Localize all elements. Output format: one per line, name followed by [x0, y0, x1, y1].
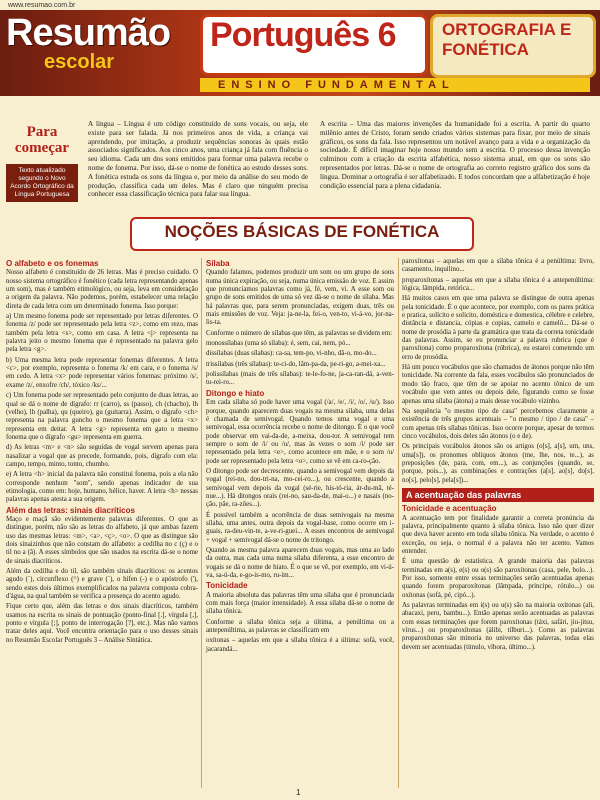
paragraph: Os principais vocábulos átonos são os artigos (o[s], a[s], um, uns, uma[s]), os pronomes oblíquos átonos (me, lhe, nos, te...), as preposições (de, para, com, em...), as conjunções (quando, se, porque, pois...), as combinações e contrações (a[s], ao[s], do[s], no[s], pelo[s], pela[s])... [402, 443, 594, 484]
paragraph: Maço e maçã são evidentemente palavras diferentes. O que as distingue, porém, não são as letras do alfabeto, já que ambas fazem uso das mesmas letras: <m>, <a>, <ç>, <o>. O que as distingue são dois sinaizinhos que não constam do alfabeto: a cedilha no c (ç) e o til no a (ã). A esses símbolos que são usados na escrita dá-se o nome de sinais diacríticos. [6, 515, 198, 565]
paragraph: É possível também a ocorrência de duas semivogais na mesma sílaba, uma antes, outra depois da vogal-base, como ocorre em i-guais, ra-deu-vin-te, a-ve-ri-guei... A esses encontros de semivogal + vogal + semivogal dá-se o nome de tritongo. [206, 511, 394, 544]
paragraph: O ditongo pode ser decrescente, quando a semivogal vem depois da vogal (rei-no, dou-tri-na, mo-cei-ro...), ou crescente, quando a semivogal vem depois da vogal (sé-rie, his-tó-ria, ár-du-mã, té-nue...). Há ditongos orais (rei-no, sau-da-de, mai-o...) e nasais (no-ção, pãe, ra-zões...). [206, 467, 394, 509]
list-item: c) Um fonema pode ser representado pelo conjunto de duas letras, ao qual se dá o nome de dígrafo: rr (carro), ss (passo), ch (chacho), lh (velho), lh (palha), qu (queiro), gu (guitarra). Assim, o dígrafo <ch> representa na palavra guncho o mesmo fonema que a letra <x> representa em deitar. A letra <g> representa em gato o mesmo fonema que o dígrafo <gu> representa em guerra. [6, 392, 198, 441]
paragraph: Em cada sílaba só pode haver uma vogal (/a/, /e/, /i/, /o/, /u/). Isso porque, quando aparecem duas vogais na mesma sílaba, uma delas é chamada de semivogal. Quando temos uma vogal e uma semivogal, essa ocorrência recebe o nome de ditongo. É o que você pode observar em vai-da-de, a-meixa, dou-tor. A semivogal tem sempre o som de /i/ ou /u/, mas às vezes o som /i/ pode ser representado pela letra <e>, como acontece em mãe, e o som /u/ pode ser representado pela letra <o>, como se vê em ca-ro-ção. [206, 399, 394, 465]
paragraph: Fique certo que, além das letras e dos sinais diacríticos, também usamos na escrita os sinais de pontuação (ponto-final [.], vírgula [,], ponto e vírgula [;], ponto de interrogação [?], etc.). Mas não vamos tratar deles aqui. Você encontra orientação para o uso desses sinais no Resumão Escolar Português 3 – Análise Sintática. [6, 603, 198, 644]
site-url: www.resumao.com.br [8, 2, 76, 9]
page-number: 1 [296, 788, 301, 797]
list-item: monossílabas (uma só sílaba): é, sem, cai, nem, pó... [206, 340, 351, 348]
heading-alfabeto: O alfabeto e os fonemas [6, 259, 99, 268]
list-item: d) As letras <m> e <n> são seguidas de vogal servem apenas para nasalizar a vogal que as precede, formando, pois, dígrafo com ela: campo, tempo, minto, tonto, chumbo. [6, 444, 198, 468]
intro-text-escrita: A escrita – Uma das maiores invenções da humanidade foi a escrita. A partir do quarto milênio antes de Cristo, foram sendo criados vários sistemas para fixar, por meio de sinais gráficos, os sons da fala. Isso representou um notável avanço para a vida e a organização da sociedade. É difícil imaginar hoje nosso mundo sem a escrita. O processo dessa invenção culminou com a criação da escrita alfabética, nosso sistema atual, em que os sons são representados por letras. Dá-se o nome de ortografia ao correto registro gráfico dos sons da língua. Dominar a ortografia é ser alfabetizado. E todos concordam que a alfabetização é hoje condição essencial para a plena cidadania. [320, 120, 590, 190]
logo-main: Resumão [6, 12, 171, 54]
list-item: trissílabas (três sílabas): te-ci-do, lâm-pa-da, pe-ri-go, a-mei-xa... [206, 360, 386, 368]
column-divider [398, 258, 399, 788]
paragraph: Há muitos casos em que uma palavra se distingue de outra apenas pela tonicidade. É o que acontece, por exemplo, com os pares prática e pratica, solícito e solicito, doméstica e domestica, célebre e celebre, distância e distancia, cópias e copias, camelo e camelô... Dá-se o nome de prosódia à parte da gramática que trata da correta tonicidade das palavras. Assim, se eu pronunciar a palavra rubrica (que é paroxítona) como proparoxítona (rúbrica), eu estarei cometendo um erro de prosódia. [402, 295, 594, 361]
paragraph: Conforme o número de sílabas que têm, as palavras se dividem em: [206, 329, 392, 337]
paragraph: Conforme a sílaba tônica seja a última, a penúltima ou a antepenúltima, as palavras se classificam em [206, 618, 394, 635]
column-3 [402, 258, 594, 654]
update-note: Texto atualizado segundo o Novo Acordo Ortográfico da Língua Portuguesa [6, 164, 78, 202]
list-item: b) Uma mesma letra pode representar fonemas diferentes. A letra <c>, por exemplo, representa o fonema /k/ em cara, e o fonema /s/ em cedo. A letra <x> pode representar vários fonemas: próximo /s/, exame /z/, enxofre /ch/, tóxico /ks/... [6, 356, 198, 389]
paragraph: A maioria absoluta das palavras têm uma sílaba que é pronunciada com mais força (maior intensidade). A essa sílaba dá-se o nome de sílaba tônica. [206, 591, 394, 616]
paragraph: Quando as mesma palavra aparecem duas vogais, mas uma ao lado da outra, mas cada uma numa sílaba diferenta, a esse encontro de vogais se dá o nome de hiato. É o que se vê, por exemplo, em vi-ú-va, sa-ú-da, e-go-is-mo, ru-im... [206, 547, 394, 580]
heading-silaba: Sílaba [206, 259, 230, 268]
list-item: dissílabas (duas sílabas): ca-sa, tem-po, vi-nho, dã-o, mo-do... [206, 350, 377, 358]
list-item: polissílabas (mais de três sílabas): te-le-fo-ne, ja-ca-ran-dá, a-ven-tu-rei-ro... [206, 371, 394, 387]
paragraph: Além da cedilha e do til, são também sinais diacríticos: os acentos agudo (´), circunflexo (^) e grave (`), o hífen (-) e o apóstrofo ('), sendo estes dois últimos exemplificados na palavra composta cobra-d'água, na qual também se verifica a presença do acento agudo. [6, 568, 198, 601]
paragraph: É uma questão de estatística. A grande maioria das palavras terminadas em a(s), e(s) ou o(s) são paroxítonas (casa, pele, bolo...). Por isso, somente entre essas terminações serão acentuadas apenas quando forem proparoxítonas (lâmpada, principe, rótulo...) ou oxítonas (sofá, pé, cipó...). [402, 558, 594, 599]
column-divider [201, 258, 202, 788]
list-item: oxítonas – aquelas em que a sílaba tônica é a última: sofá, você, jacarandá... [206, 637, 394, 653]
page-title: Português 6 [210, 16, 396, 54]
paragraph: A acentuação tem por finalidade garantir a correta pronúncia da palavra, principalmente quanto à sílaba tônica. Isso não quer dizer que deva haver acento em toda sílaba tônica. Na verdade, o acento é exceção, ou seja, o normal é a palavra não ter acento. Vamos entender. [402, 514, 594, 555]
intro-heading: Para começar [14, 124, 70, 156]
intro-sidebar [6, 124, 78, 202]
column-1 [6, 258, 198, 647]
paragraph: Nosso alfabeto é constituído de 26 letras. Mas é preciso cuidado. O nosso sistema ortográfico é fonético (cada letra representando apenas um som), mas é também etimológico, ou seja, leva em consideração a origem da palavra. Não podemos, porém, estabelecer uma relação direta de cada letra com um determinado fonema. Isso porque: [6, 269, 198, 310]
resumao-logo [6, 14, 176, 78]
paragraph: Há um pouco vocábulos que são chamados de átonos porque não têm tonicidade. Na corrente da fala, esses vocábulos são pronunciados de modo tão fraco, que têm de se apoiar no acento tônico de um vocábulo que vem antes ou depois dele, figurando como se fosse apenas uma sílaba (átona) a mais desse vocábulo vizinho. [402, 364, 594, 405]
list-item: a) Um mesmo fonema pode ser representado por letras diferentes. O fonema /z/ pode ser representado pela letra <z>, como em rezo, mas também pela letra <s>, como em casa. A letra <j> representa na palavra jeito o mesmo fonema que é representado na palavra gelo pela letra <g>. [6, 313, 198, 354]
intro-text-lingua: A língua – Língua é um código constituído de sons vocais, ou seja, ele existe para ser falada. Já nos primeiros anos de vida, a criança vai aprendendo, por imitação, a produzir sequências sonoras às quais estão associados significados. Aos cinco anos, uma criança já fala com fluência o seu idioma. Cada um dos sons emitidos para formar uma palavra recebe o nome de fonema. Por isso, dá-se o nome de fonética ao estudo desses sons. A fonética estuda os sons da língua e, por meio da análise do seu modo de produção, classifica cada um deles. Mas é claro que ninguém precisa conhecer essa classificação técnica para falar sua língua. [88, 120, 308, 199]
level-label: ENSINO FUNDAMENTAL [218, 79, 455, 91]
list-item: e) A letra <h> inicial da palavra não constitui fonema, pois a ela não corresponde nenhum "som", sendo apenas indicador de sua etimologia, como em: hoje, humano, hélice, haver. A letra <h> nessas palavras apenas atesta a sua origem. [6, 471, 198, 504]
list-item: proparoxítonas – aquelas em que a sílaba tônica é a antepenúltima: lógica, lâmpida, retórica... [402, 276, 594, 293]
heading-tonicidade: Tonicidade [206, 581, 248, 591]
column-2 [206, 258, 394, 656]
heading-tonicidade-acentuacao: Tonicidade e acentuação [402, 504, 497, 514]
section-bar-acentuacao: A acentuação das palavras [402, 488, 594, 502]
heading-ditongo: Ditongo e hiato [206, 388, 265, 398]
subject-title: ORTOGRAFIA E FONÉTICA [442, 20, 572, 59]
logo-sub: escolar [44, 51, 115, 73]
paragraph: Na sequência "o mesmo tipo de casa" percebemos claramente a existência de três grupos acentuais – "o mesmo / tipo / de casa" – com apenas três sílabas tônicas. Isso ocorre porque, apesar de termos cinco vocábulos, dois deles são átonos (o e de). [402, 407, 594, 440]
list-item: paroxítonas – aquelas em que a sílaba tônica é a penúltima: livro, casamento, inquilino... [402, 258, 594, 274]
heading-diacriticos: Além das letras: sinais diacríticos [6, 505, 135, 515]
paragraph: As palavras terminadas em i(s) ou u(s) são na maioria oxítonas (ali, abacaxi, peru, bambu...). Então apenas serão acentuadas as palavras com essas terminações que forem paroxítonas (táxi, safári, jiu-jitsu, vírus...) ou proparoxítonas (álibi, tílburi...). Como as palavras proparoxítonas são minoria no universo das palavras, todas elas devem ser acentuadas (tímulo, víbora, último...). [402, 602, 594, 651]
section-title: NOÇÕES BÁSICAS DE FONÉTICA [164, 222, 440, 241]
paragraph: Quando falamos, podemos produzir um som ou um grupo de sons numa única expiração, ou seja, numa única emissão de voz. E assim que pronunciamos palavras como já, fé, vem, vi. A esse som ou grupo de sons emitidos de uma só vez dá-se o nome de sílaba. Mas há palavras que, para serem pronunciadas, exigem duas, três ou mais emissões de voz. Veja: ja-ne-la, fei-o, ven-to, vi-á-vo, jor-na-lis-ta. [206, 269, 394, 327]
